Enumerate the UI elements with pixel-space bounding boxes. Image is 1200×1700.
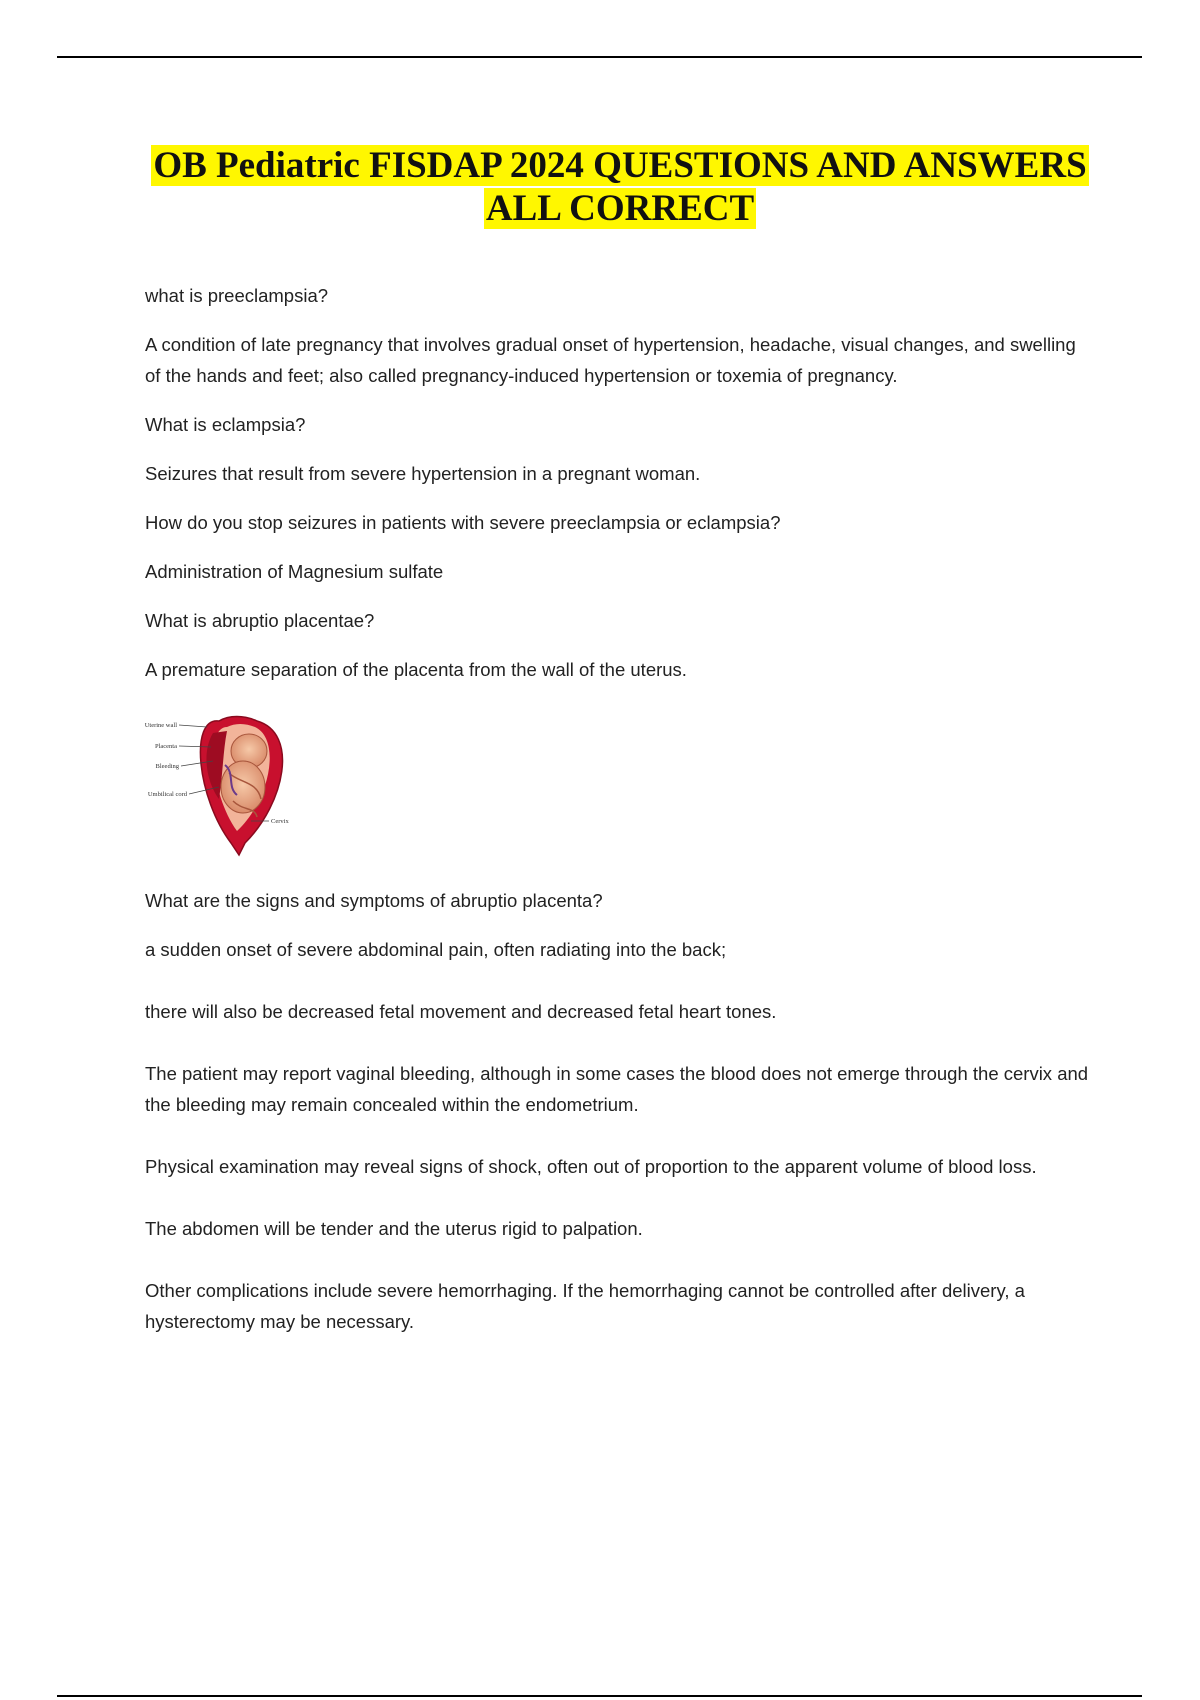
abruptio-placentae-illustration	[139, 703, 319, 863]
title-line-2: ALL CORRECT	[485, 188, 755, 229]
label-cervix: Cervix	[271, 818, 289, 825]
question-stop-seizures: How do you stop seizures in patients with severe preeclampsia or eclampsia?	[145, 512, 781, 533]
symptom-vaginal-bleeding: The patient may report vaginal bleeding, although in some cases the blood does not emerge through the cervix and the bleeding may remain concealed within the endometrium.	[145, 1063, 1089, 1115]
title-line-1: OB Pediatric FISDAP 2024 QUESTIONS AND ANSWERS	[153, 145, 1087, 186]
question-abruptio: What is abruptio placentae?	[145, 610, 375, 631]
question-eclampsia: What is eclampsia?	[145, 414, 306, 435]
question-signs-symptoms: What are the signs and symptoms of abruptio placenta?	[145, 890, 603, 911]
label-umbilical-cord: Umbilical cord	[147, 791, 187, 798]
label-bleeding: Bleeding	[155, 763, 179, 770]
document-body	[145, 280, 1095, 1355]
symptom-abdomen: The abdomen will be tender and the uterus rigid to palpation.	[145, 1218, 643, 1239]
answer-preeclampsia: A condition of late pregnancy that involves gradual onset of hypertension, headache, visual changes, and swelling of the hands and feet; also called pregnancy-induced hypertension or toxemia of pregnancy.	[145, 334, 1076, 386]
question-preeclampsia: what is preeclampsia?	[145, 285, 329, 306]
uterus-diagram-svg	[139, 703, 319, 863]
answer-eclampsia: Seizures that result from severe hypertension in a pregnant woman.	[145, 463, 701, 484]
symptom-complications: Other complications include severe hemorrhaging. If the hemorrhaging cannot be controlled after delivery, a hysterectomy may be necessary.	[145, 1280, 1025, 1332]
answer-stop-seizures: Administration of Magnesium sulfate	[145, 561, 444, 582]
bottom-rule	[57, 1695, 1142, 1697]
label-placenta: Placenta	[154, 743, 177, 750]
label-uterine-wall: Uterine wall	[144, 722, 177, 729]
top-rule	[57, 56, 1142, 58]
symptom-shock: Physical examination may reveal signs of shock, often out of proportion to the apparent volume of blood loss.	[145, 1156, 1037, 1177]
symptom-fetal-movement: there will also be decreased fetal movement and decreased fetal heart tones.	[145, 1001, 777, 1022]
symptom-pain: a sudden onset of severe abdominal pain, often radiating into the back;	[145, 939, 727, 960]
answer-abruptio: A premature separation of the placenta from the wall of the uterus.	[145, 659, 687, 680]
document-title	[140, 144, 1100, 230]
